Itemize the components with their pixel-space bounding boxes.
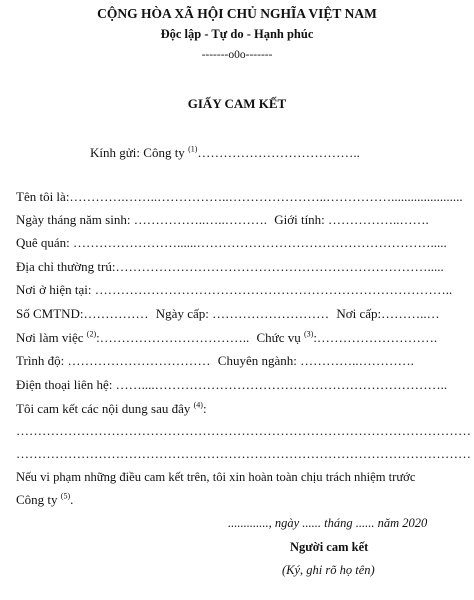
field-commitment-colon: :	[202, 401, 207, 416]
violation-line-1: Nếu vi phạm những điều cam kết trên, tôi xin hoàn toàn chịu trách nhiệm trước	[16, 470, 416, 484]
document-title: GIẤY CAM KẾT	[187, 96, 287, 111]
field-commitment-line	[16, 401, 207, 417]
field-current-address: Nơi ở hiện tại: ………………………………………………………………………..	[16, 282, 453, 297]
recipient-label: Kính gửi: Công ty	[90, 145, 185, 160]
field-position-footnote: (3)	[303, 329, 314, 339]
field-id-line	[16, 306, 440, 322]
violation-company: Công ty	[16, 492, 58, 507]
signer-title: Người cam kết	[290, 540, 369, 554]
header-separator: -------o0o-------	[201, 49, 273, 61]
field-education-line	[16, 353, 414, 369]
field-position-dots: :……………………….	[313, 330, 438, 345]
violation-period: .	[70, 492, 74, 507]
national-motto: Độc lập - Tự do - Hạnh phúc	[160, 27, 314, 41]
field-workplace-label: Nơi làm việc	[16, 330, 84, 345]
commitment-dots-line-1: ……………………………………………………………………………………………	[16, 423, 471, 438]
signer-note: (Ký, ghi rõ họ tên)	[282, 563, 375, 577]
field-commitment-label: Tôi cam kết các nội dung sau đây	[16, 401, 191, 416]
date-line: ............., ngày ...... tháng ...... năm 2020	[228, 516, 428, 530]
field-gender: Giới tính: ……………..…….	[274, 212, 429, 227]
field-workplace-footnote: (2)	[86, 329, 97, 339]
field-id-number: Số CMTND:……………	[16, 306, 149, 321]
recipient-dots: ………………………………..	[197, 145, 360, 160]
field-education: Trình độ: ……………………………	[16, 353, 211, 368]
field-major: Chuyên ngành: …………..………….	[217, 353, 414, 368]
violation-footnote: (5)	[60, 491, 71, 501]
commitment-dots-line-2: ……………………………………………………………………………………………	[16, 446, 471, 461]
field-permanent-address: Địa chỉ thường trú:……………………………………………………………….....	[16, 259, 444, 274]
field-hometown: Quê quán: ……………………......……………………………………………….....	[16, 235, 447, 250]
violation-line-2	[16, 492, 73, 508]
recipient-footnote: (1)	[188, 144, 198, 154]
field-work-line	[16, 330, 437, 346]
national-title: CỘNG HÒA XÃ HỘI CHỦ NGHĨA VIỆT NAM	[97, 6, 377, 21]
field-issue-date: Ngày cấp: ………………………	[155, 306, 330, 321]
field-name: Tên tôi là:………….……..……………..…………………..……………......................	[16, 189, 463, 204]
field-workplace-dots: :……………………………..	[96, 330, 250, 345]
field-dob-line	[16, 212, 429, 228]
field-issue-place: Nơi cấp:………..…	[336, 306, 440, 321]
field-dob: Ngày tháng năm sinh: ……………..…..……….	[16, 212, 267, 227]
field-phone: Điện thoại liên hệ: ……....…………………………………………………………..	[16, 377, 448, 392]
recipient-line	[90, 145, 360, 161]
field-position-label: Chức vụ	[256, 330, 301, 345]
field-commitment-footnote: (4)	[193, 400, 203, 410]
